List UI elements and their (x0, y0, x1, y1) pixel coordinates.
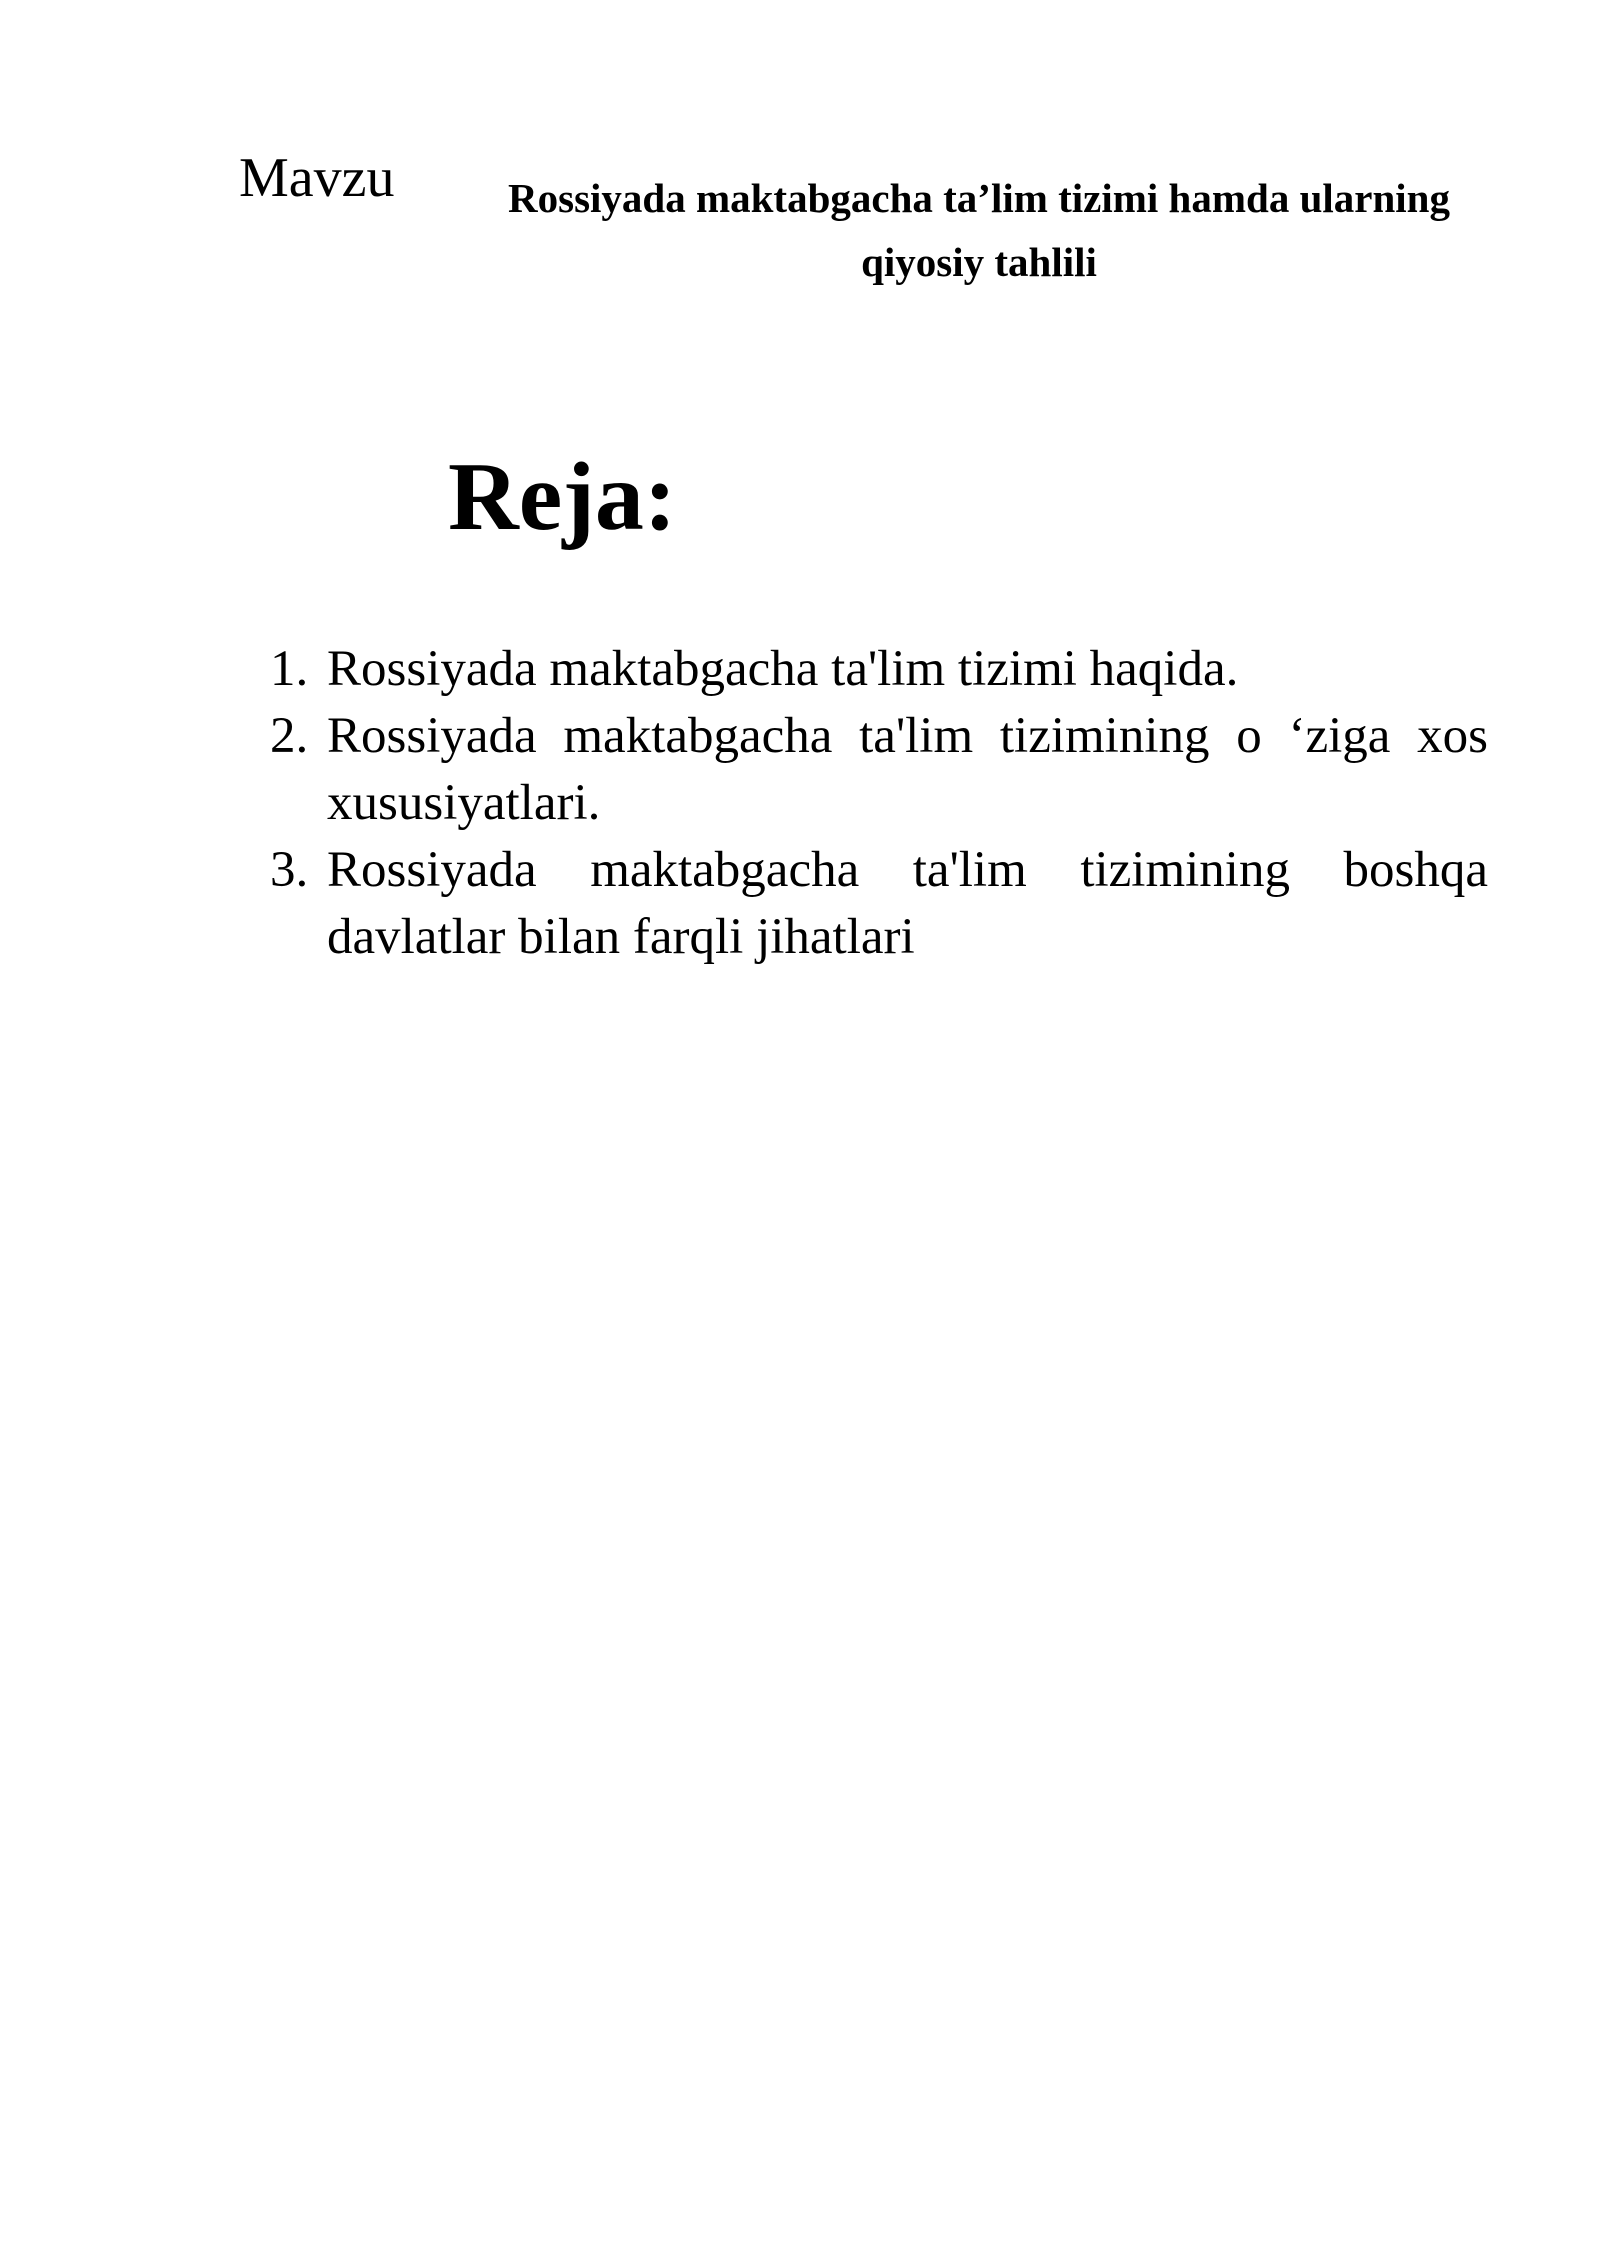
plan-item-number: 1. (270, 641, 309, 697)
plan-item (270, 703, 1488, 837)
plan-item (270, 837, 1488, 971)
plan-item-number: 3. (270, 842, 309, 898)
plan-item-number: 2. (270, 708, 309, 764)
topic-title: Rossiyada maktabgacha ta’lim tizimi hamda ularning qiyosiy tahlili (508, 175, 1450, 285)
plan-item-text: Rossiyada maktabgacha ta'lim tizimi haqida. (327, 641, 1239, 697)
plan-heading: Reja: (448, 443, 677, 551)
plan-item-text: Rossiyada maktabgacha ta'lim tizimining o ‘ziga xos xususiyatlari. (327, 708, 1488, 831)
plan-list (270, 636, 1488, 971)
topic-label: Mavzu (239, 147, 395, 209)
plan-item-text: Rossiyada maktabgacha ta'lim tizimining boshqa davlatlar bilan farqli jihatlari (327, 842, 1488, 965)
plan-item (270, 636, 1488, 703)
